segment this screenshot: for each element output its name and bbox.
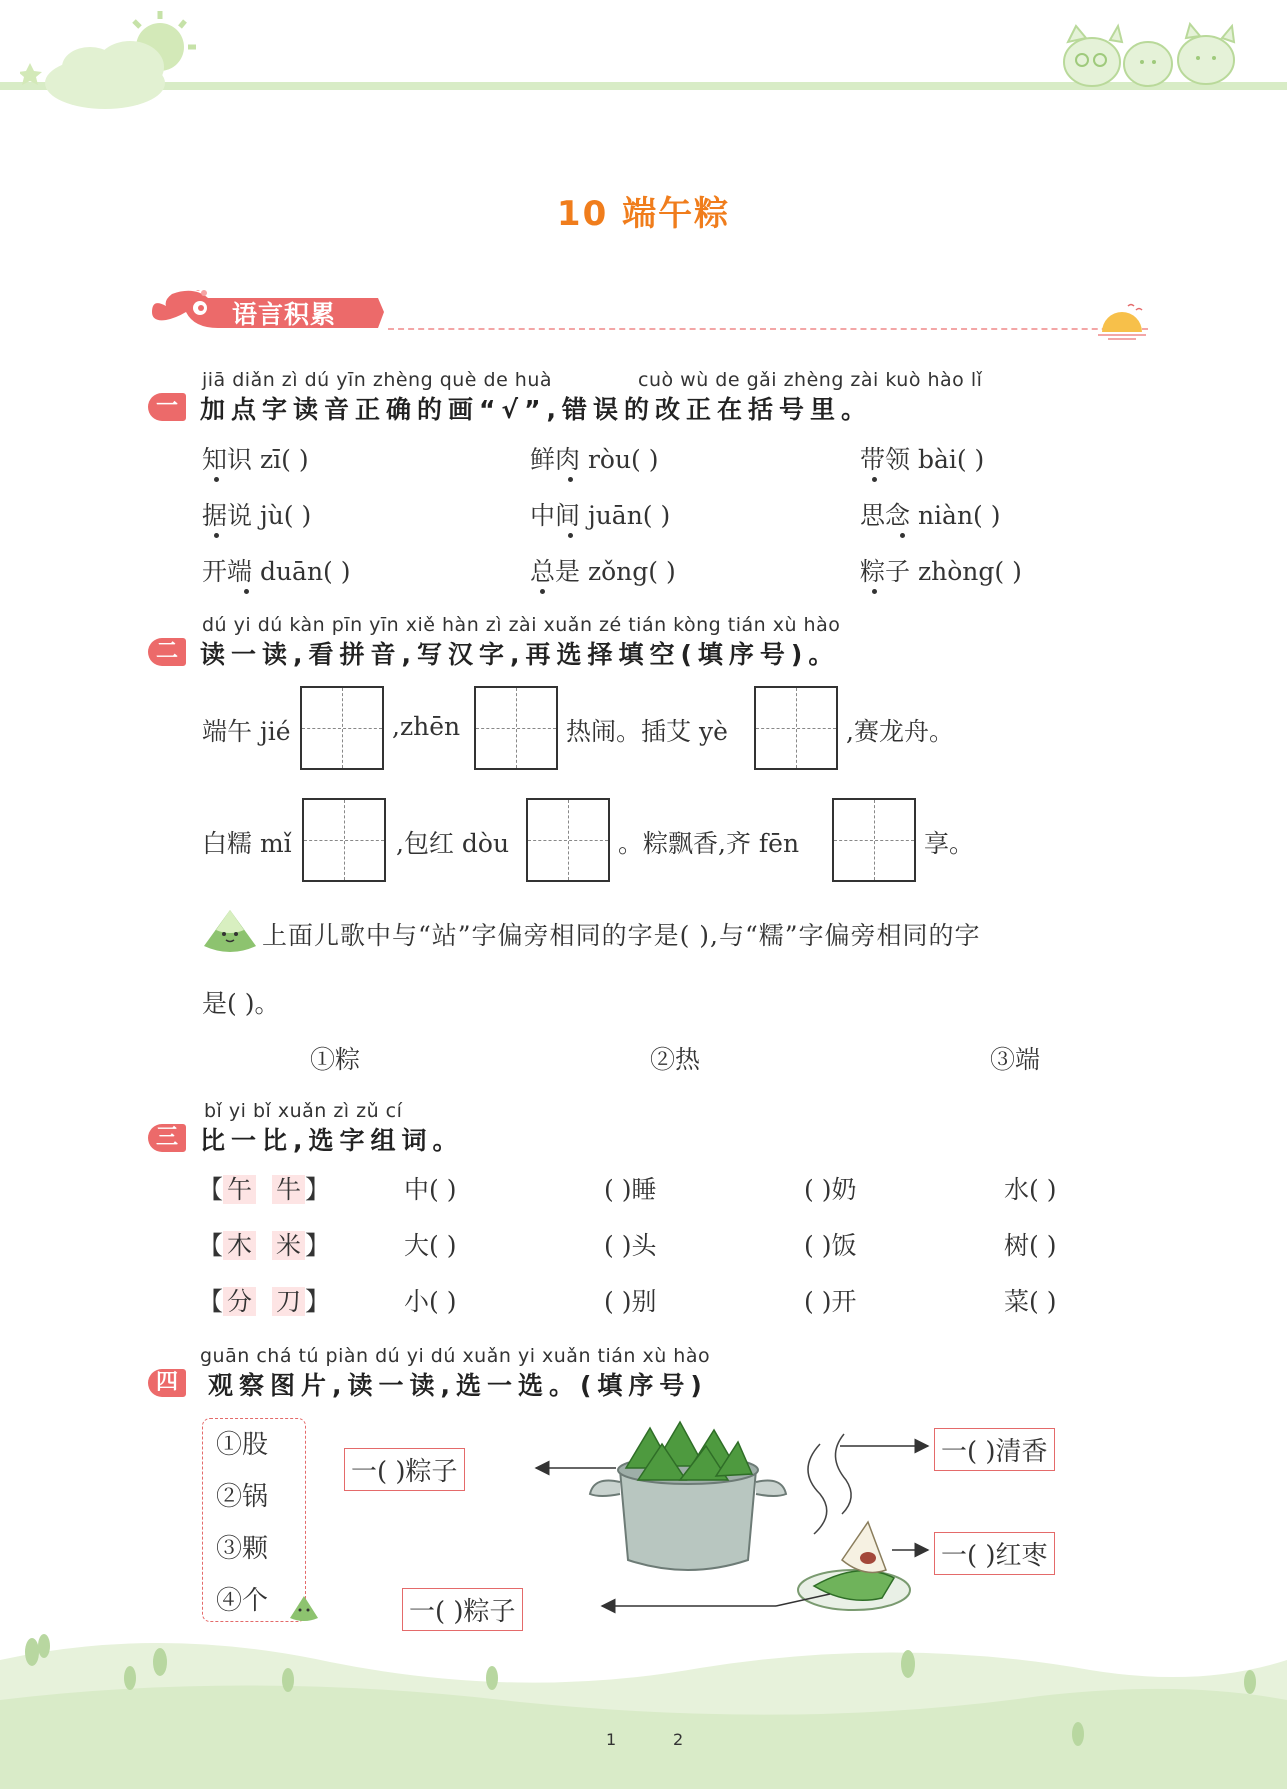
section-number: 四 xyxy=(148,1369,186,1397)
emphasis-dot xyxy=(214,477,219,482)
tianzige-box[interactable] xyxy=(832,798,916,882)
blank-context: 热闹。插艾 yè xyxy=(566,717,728,746)
s1-item: 思念 niàn( ) xyxy=(860,501,1001,530)
word-blank: ( )别 xyxy=(604,1287,657,1316)
section-number: 一 xyxy=(148,393,186,421)
s3-pinyin: bǐ yi bǐ xuǎn zì zǔ cí xyxy=(204,1100,403,1122)
word-blank: 小( ) xyxy=(404,1287,457,1316)
s1-instruction: 加点字读音正确的画“√”,错误的改正在括号里。 xyxy=(200,395,873,424)
s1-pinyin-a: jiā diǎn zì dú yīn zhèng què de huà xyxy=(202,369,553,391)
s1-item: 中间 juān( ) xyxy=(530,501,671,530)
sun-cloud-icon xyxy=(20,5,210,115)
measure-word-box: 一( )粽子 xyxy=(344,1448,465,1491)
blank-context: ,zhēn xyxy=(392,712,461,741)
banner-label: 语言积累 xyxy=(232,300,337,329)
sunset-icon xyxy=(1098,302,1148,342)
s4-instruction: 观察图片,读一读,选一选。(填序号) xyxy=(208,1371,708,1400)
emphasis-dot xyxy=(214,533,219,538)
page-number: 1 xyxy=(606,1730,617,1749)
s1-item: 粽子 zhòng( ) xyxy=(860,557,1022,586)
zongzi-pot-illustration xyxy=(530,1410,940,1640)
tianzige-box[interactable] xyxy=(474,686,558,770)
blank-context: 享。 xyxy=(924,829,975,858)
s2-instruction: 读一读,看拼音,写汉字,再选择填空(填序号)。 xyxy=(200,640,840,669)
blank-context: 端午 jié xyxy=(202,717,291,746)
s2-question-line2: 是( )。 xyxy=(202,989,280,1018)
emphasis-dot xyxy=(872,589,877,594)
s2-option: ②热 xyxy=(650,1045,701,1074)
banner-divider xyxy=(388,328,1148,330)
choice-item: ①股 xyxy=(216,1430,269,1460)
word-blank: 中( ) xyxy=(404,1175,457,1204)
animal-friends-icon xyxy=(1058,20,1248,90)
section-number: 三 xyxy=(148,1124,186,1152)
word-blank: 水( ) xyxy=(1004,1175,1057,1204)
measure-word-box: 一( )粽子 xyxy=(402,1588,523,1631)
choice-item: ②锅 xyxy=(216,1482,269,1512)
small-mascot-icon xyxy=(288,1594,324,1624)
s1-item: 总是 zǒng( ) xyxy=(530,557,676,586)
blank-context: 白糯 mǐ xyxy=(202,829,292,858)
word-blank: ( )饭 xyxy=(804,1231,857,1260)
emphasis-dot xyxy=(540,589,545,594)
s1-item: 开端 duān( ) xyxy=(202,557,351,586)
word-blank: 菜( ) xyxy=(1004,1287,1057,1316)
measure-word-box: 一( )清香 xyxy=(934,1428,1055,1471)
tianzige-box[interactable] xyxy=(526,798,610,882)
s1-item: 鲜肉 ròu( ) xyxy=(530,445,659,474)
section-number: 二 xyxy=(148,638,186,666)
word-blank: ( )奶 xyxy=(804,1175,857,1204)
s2-pinyin: dú yi dú kàn pīn yīn xiě hàn zì zài xuǎn zé tián kòng tián xù hào xyxy=(202,614,841,636)
page-number: 2 xyxy=(673,1730,684,1749)
s4-pinyin: guān chá tú piàn dú yi dú xuǎn yi xuǎn tián xù hào xyxy=(200,1345,711,1367)
choice-item: ③颗 xyxy=(216,1534,269,1564)
word-blank: 大( ) xyxy=(404,1231,457,1260)
landscape-footer xyxy=(0,1630,1287,1789)
char-pair: 【 午 牛 】 xyxy=(198,1175,330,1204)
s3-instruction: 比一比,选字组词。 xyxy=(200,1126,464,1155)
s1-item: 带领 bài( ) xyxy=(860,445,985,474)
word-blank: 树( ) xyxy=(1004,1231,1057,1260)
char-pair: 【 木 米 】 xyxy=(198,1231,330,1260)
emphasis-dot xyxy=(872,477,877,482)
s1-item: 知识 zī( ) xyxy=(202,445,309,474)
measure-word-box: 一( )红枣 xyxy=(934,1532,1055,1575)
s2-question-line1: 上面儿歌中与“站”字偏旁相同的字是( ),与“糯”字偏旁相同的字 xyxy=(262,921,981,950)
s1-item: 据说 jù( ) xyxy=(202,501,312,530)
lesson-title: 10 端午粽 xyxy=(556,194,731,234)
blank-context: ,赛龙舟。 xyxy=(846,717,954,746)
tianzige-box[interactable] xyxy=(300,686,384,770)
word-blank: ( )开 xyxy=(804,1287,857,1316)
s2-option: ③端 xyxy=(990,1045,1041,1074)
word-blank: ( )头 xyxy=(604,1231,657,1260)
zongzi-mascot-icon xyxy=(200,906,260,958)
blank-context: 。粽飘香,齐 fēn xyxy=(618,829,800,858)
blank-context: ,包红 dòu xyxy=(396,829,510,858)
tianzige-box[interactable] xyxy=(754,686,838,770)
word-blank: ( )睡 xyxy=(604,1175,657,1204)
emphasis-dot xyxy=(244,589,249,594)
emphasis-dot xyxy=(900,533,905,538)
tianzige-box[interactable] xyxy=(302,798,386,882)
emphasis-dot xyxy=(568,477,573,482)
s1-pinyin-b: cuò wù de gǎi zhèng zài kuò hào lǐ xyxy=(638,369,983,391)
choice-item: ④个 xyxy=(216,1586,269,1616)
s2-option: ①粽 xyxy=(310,1045,361,1074)
char-pair: 【 分 刀 】 xyxy=(198,1287,330,1316)
emphasis-dot xyxy=(568,533,573,538)
